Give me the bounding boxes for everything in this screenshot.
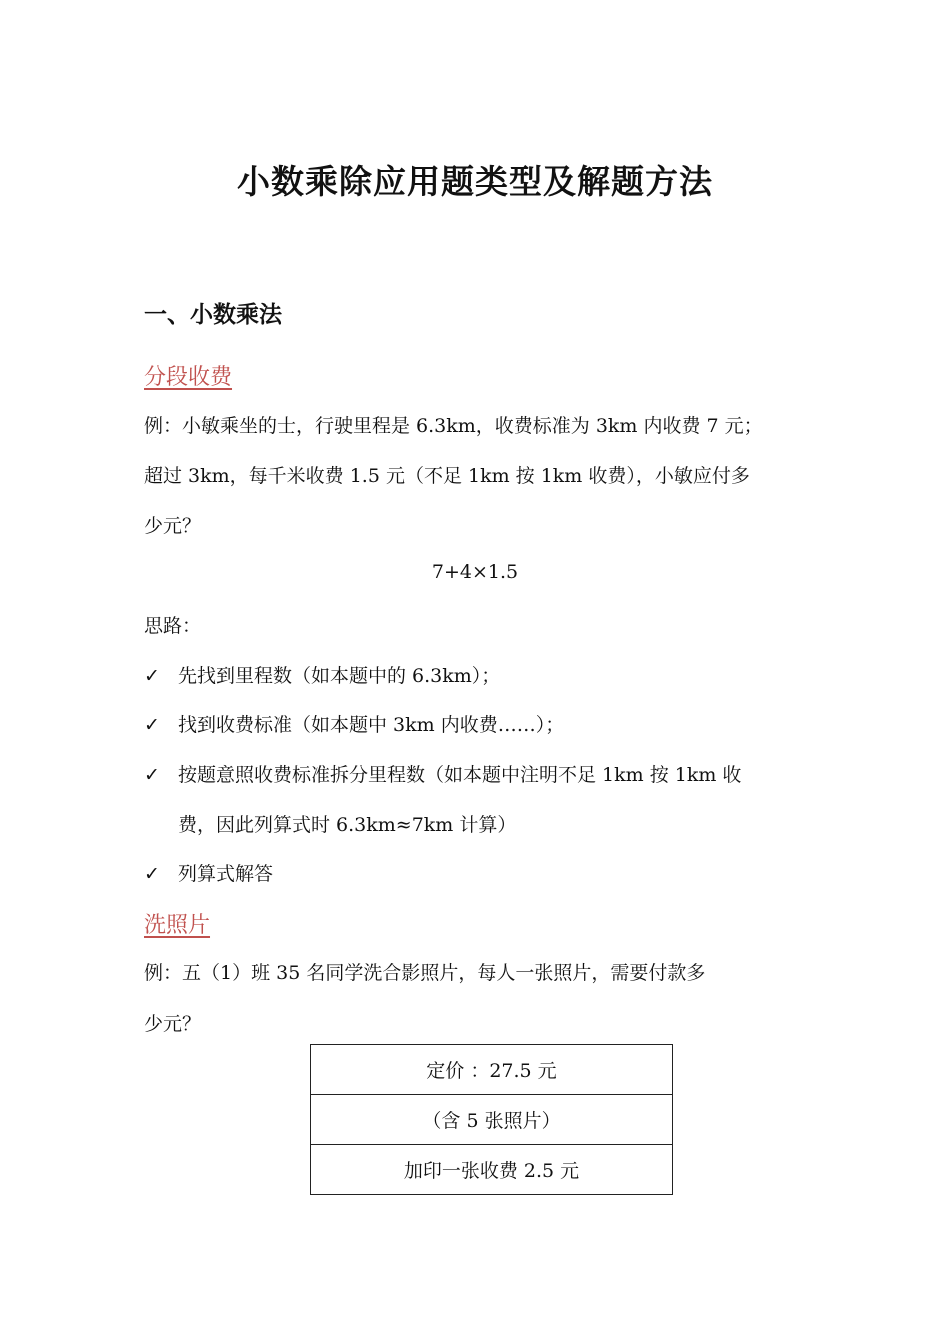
step-text: 按题意照收费标准拆分里程数（如本题中注明不足 1km 按 1km 收	[178, 764, 742, 786]
step-item-2	[144, 710, 564, 737]
step-text: 列算式解答	[178, 863, 274, 885]
example-line-2: 超过 3km，每千米收费 1.5 元（不足 1km 按 1km 收费），小敏应付多	[144, 465, 750, 487]
step-text: 找到收费标准（如本题中 3km 内收费……）；	[178, 714, 565, 736]
document-title: 小数乘除应用题类型及解题方法	[237, 162, 713, 201]
table-cell: （含 5 张照片）	[311, 1095, 673, 1145]
step-item-1	[144, 661, 500, 688]
topic-heading-photo-printing: 洗照片	[144, 913, 211, 938]
check-icon: ✓	[144, 665, 160, 687]
step-item-3-continuation: 费，因此列算式时 6.3km≈7km 计算）	[178, 814, 517, 836]
example-line-1: 例：小敏乘坐的士，行驶里程是 6.3km，收费标准为 3km 内收费 7 元；	[144, 415, 763, 437]
example-line-2: 少元？	[144, 1013, 202, 1035]
table-row	[311, 1095, 673, 1145]
example-line-3: 少元？	[144, 515, 202, 537]
formula: 7+4×1.5	[431, 561, 519, 583]
table-cell: 定价 ：27.5 元	[311, 1045, 673, 1095]
check-icon: ✓	[144, 764, 160, 786]
step-item-3	[144, 760, 741, 787]
thinking-label: 思路：	[144, 615, 202, 637]
check-icon: ✓	[144, 714, 160, 736]
section-heading-decimal-multiplication: 一、小数乘法	[144, 301, 282, 328]
example-line-1: 例：五（1）班 35 名同学洗合影照片，每人一张照片，需要付款多	[144, 962, 706, 984]
price-table	[310, 1044, 673, 1195]
table-cell: 加印一张收费 2.5 元	[311, 1145, 673, 1195]
check-icon: ✓	[144, 863, 160, 885]
step-item-4	[144, 859, 273, 886]
table-row	[311, 1145, 673, 1195]
topic-heading-segmented-fee: 分段收费	[144, 365, 233, 390]
table-row	[311, 1045, 673, 1095]
step-text: 先找到里程数（如本题中的 6.3km）；	[178, 665, 501, 687]
